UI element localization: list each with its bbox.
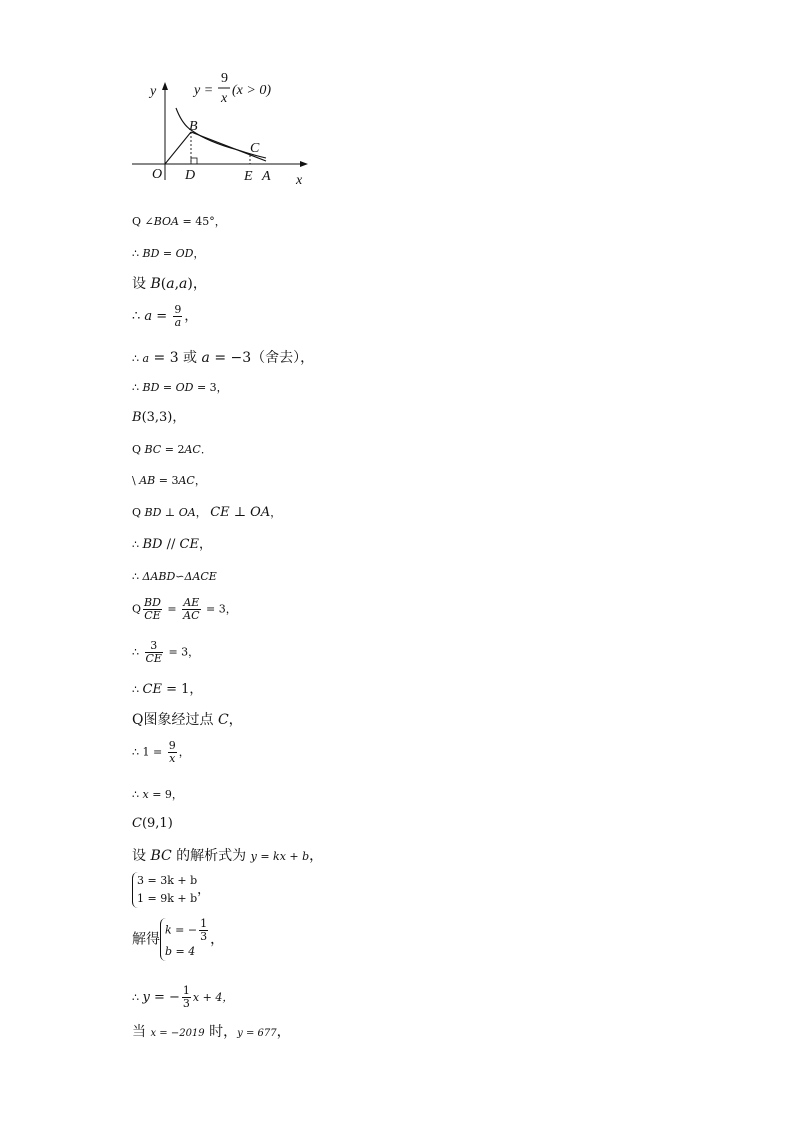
text: OA [178, 506, 196, 519]
text: = 2 [161, 443, 185, 456]
text: ∴ [132, 247, 143, 260]
text: y [142, 990, 150, 1005]
x-axis-arrow [300, 161, 308, 167]
text: ∴ 1 = [132, 745, 166, 759]
text: = [163, 602, 181, 616]
text: a [179, 276, 188, 292]
fraction [173, 304, 182, 329]
text: ， [197, 882, 211, 898]
text: x [142, 788, 149, 801]
label-x-axis: x [296, 173, 303, 188]
text: a [201, 350, 210, 366]
text: = 3， [193, 381, 228, 394]
text: a [144, 309, 153, 324]
line-13 [132, 597, 237, 622]
text: ， [210, 931, 225, 948]
numerator: AE [183, 596, 200, 609]
line-12 [132, 569, 217, 585]
text: B [150, 276, 161, 292]
text: ， [194, 474, 206, 487]
text: OD [175, 381, 194, 394]
label-a: A [262, 169, 271, 184]
text: 设 [132, 848, 151, 864]
text: Q [132, 215, 145, 228]
line-7 [132, 410, 185, 426]
text: \ [132, 474, 140, 487]
text: y = kx + b [250, 850, 310, 863]
denominator: x [169, 752, 176, 765]
system-row-1: 3 = 3k + b [137, 874, 198, 887]
numerator: BD [144, 596, 161, 609]
text: x + 4， [192, 991, 234, 1004]
label-b: B [189, 119, 198, 134]
text: ∴ [132, 570, 143, 583]
denominator: 3 [182, 997, 190, 1010]
text: CE [210, 505, 230, 520]
line-2 [132, 246, 204, 262]
text: ， [195, 506, 211, 519]
text: = [152, 309, 172, 324]
text: = 3 或 [149, 350, 202, 366]
text: ， [198, 537, 212, 552]
text: = 9， [148, 788, 183, 801]
text: = − [149, 990, 180, 1005]
fraction [145, 640, 163, 665]
text: ， [309, 848, 324, 864]
text: 当 [132, 1024, 151, 1040]
label-o: O [152, 167, 163, 182]
text: ∴ [132, 683, 143, 696]
text: = −3（舍去）， [209, 350, 315, 366]
text: a [166, 276, 175, 292]
text: ∴ [132, 309, 145, 324]
text: // [162, 537, 180, 552]
denominator: CE [144, 609, 161, 622]
text: BD [142, 381, 160, 394]
equation-denominator: x [221, 91, 228, 106]
text: = [159, 381, 176, 394]
equation-lhs: y = [194, 83, 214, 98]
denominator: 3 [200, 930, 208, 943]
system-row-2: 1 = 9k + b [137, 892, 198, 905]
text: ． [200, 443, 212, 456]
text: AB [139, 474, 156, 487]
text: , [174, 276, 180, 292]
text: CE [179, 537, 199, 552]
line-6 [132, 380, 228, 396]
text: ∴ [132, 538, 143, 551]
text: = [159, 247, 176, 260]
text: C [217, 712, 229, 728]
text: BC [144, 443, 162, 456]
text: ， [184, 309, 198, 324]
label-e: E [244, 169, 253, 184]
numerator: 1 [182, 984, 190, 997]
fraction-bd-ce [143, 597, 162, 622]
text: Q [132, 443, 145, 456]
line-18 [132, 787, 183, 803]
text: OD [175, 247, 194, 260]
line-22 [132, 918, 224, 961]
text: ， [193, 247, 205, 260]
function-graph-figure [128, 72, 318, 192]
line-19 [132, 816, 173, 832]
line-4 [132, 304, 197, 329]
solution-system [160, 918, 210, 961]
line-14 [132, 640, 199, 665]
text: Q图象经过点 [132, 712, 218, 728]
text: = 3， [202, 602, 237, 616]
text: B [132, 410, 142, 425]
line-11 [132, 537, 212, 553]
text: ∴ [132, 352, 143, 365]
text: CE [142, 682, 162, 697]
text: ， [270, 506, 282, 519]
text: = 3 [155, 474, 179, 487]
line-17 [132, 740, 190, 765]
fraction [182, 985, 191, 1010]
text: ∴ [132, 788, 143, 801]
text: ⊥ [229, 505, 251, 520]
text: = 1， [161, 682, 203, 697]
line-20 [132, 848, 323, 865]
text: ， [228, 712, 243, 728]
text: BD [142, 247, 160, 260]
text: BD [142, 537, 163, 552]
denominator: AC [183, 609, 200, 622]
text: OA [250, 505, 271, 520]
text: ∴ [132, 645, 143, 659]
label-d: D [185, 168, 196, 183]
numerator: 1 [200, 917, 208, 930]
text: ∴ [132, 381, 143, 394]
denominator: a [174, 316, 182, 329]
label-y-axis: y [150, 84, 157, 99]
text: 解得 [132, 931, 160, 948]
text: ΔABD∽ΔACE [142, 570, 217, 583]
text: ⊥ [161, 506, 179, 519]
denominator: CE [145, 652, 162, 665]
text: Q [132, 602, 142, 616]
y-axis-arrow [162, 82, 168, 90]
equation-system [132, 872, 197, 908]
numerator: 9 [168, 739, 176, 752]
numerator: 9 [174, 303, 182, 316]
text: AC [184, 443, 201, 456]
text: ， [178, 745, 190, 759]
line-1 [132, 214, 226, 230]
text: BD [144, 506, 162, 519]
text: (3,3)， [141, 410, 186, 425]
system-row-2: b = 4 [165, 945, 196, 958]
line-9 [132, 473, 206, 489]
line-16 [132, 712, 243, 728]
fraction [199, 918, 208, 943]
label-c: C [250, 141, 260, 156]
equation-numerator: 9 [221, 72, 228, 86]
text: ∴ [132, 991, 143, 1004]
line-21 [132, 872, 210, 908]
text: = 45°， [178, 215, 226, 228]
text: = 3， [164, 645, 200, 659]
text: Q [132, 506, 145, 519]
equation-condition: (x > 0) [232, 83, 271, 98]
line-8 [132, 442, 212, 458]
text: ， [276, 1024, 291, 1040]
fraction-ae-ac [182, 597, 200, 622]
text: 设 [132, 276, 151, 292]
fraction [168, 740, 177, 765]
text: ( [160, 276, 167, 292]
text: 时， [204, 1024, 238, 1040]
text: k = − [165, 923, 198, 937]
text: )， [187, 276, 207, 292]
text: y = 677 [237, 1028, 277, 1039]
numerator: 3 [145, 640, 163, 653]
line-23 [132, 985, 233, 1010]
right-angle-mark [191, 158, 197, 164]
text: 的解析式为 [171, 848, 251, 864]
text: a [142, 352, 150, 365]
text: C [132, 816, 142, 831]
line-24 [132, 1024, 291, 1042]
text: x = −2019 [150, 1028, 205, 1039]
text: ∠BOA [144, 215, 179, 228]
segment-ob [165, 132, 191, 164]
text: AC [178, 474, 195, 487]
line-3 [132, 276, 207, 292]
line-5 [132, 350, 314, 367]
line-15 [132, 682, 202, 698]
line-10 [132, 505, 281, 521]
text: (9,1) [141, 816, 173, 831]
system-row-1 [165, 918, 210, 943]
text: BC [150, 848, 172, 864]
